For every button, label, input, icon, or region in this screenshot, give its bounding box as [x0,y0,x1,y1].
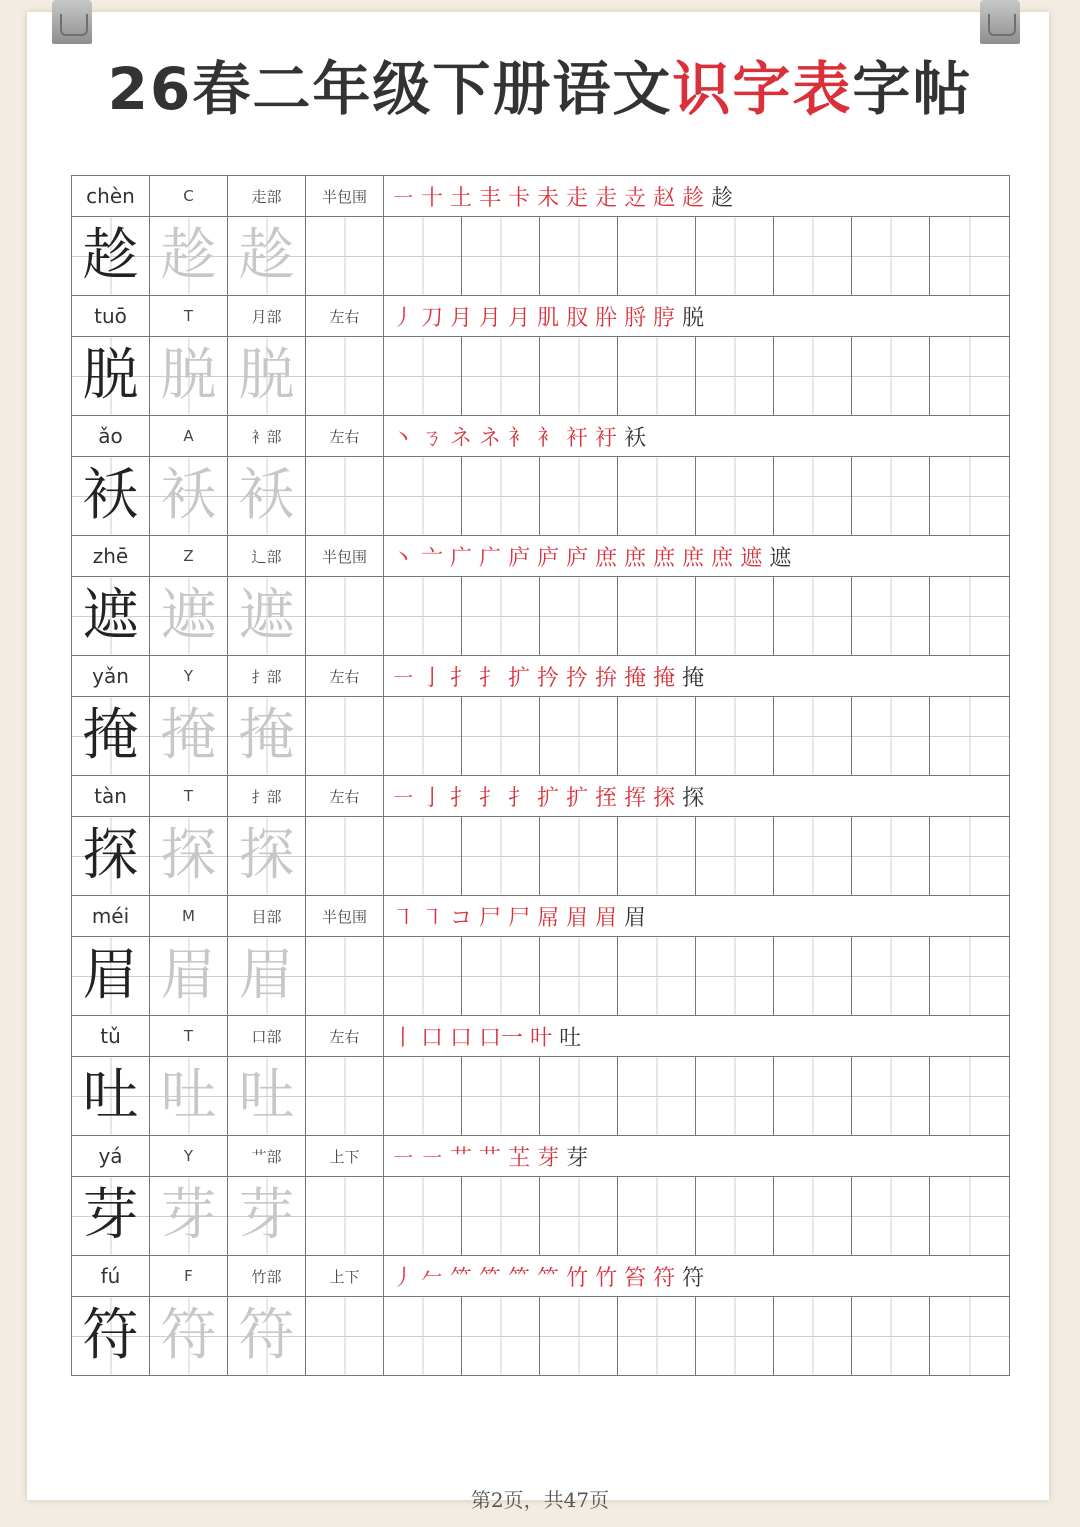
initial-letter-cell: Y [150,1136,228,1177]
practice-box[interactable] [306,1177,384,1256]
practice-box[interactable] [540,457,618,536]
binder-clip-left-icon [52,0,92,44]
stroke-step: ㇐ [392,1145,415,1171]
stroke-step: 衤 [508,425,531,451]
stroke-step: 庐 [566,545,589,571]
entry-info-row [72,896,1010,937]
practice-box[interactable] [462,337,540,416]
stroke-step: 月 [508,305,531,331]
practice-box[interactable] [384,1297,462,1376]
trace-character: 趁 [150,217,228,296]
stroke-step: ⺮ [479,1265,502,1291]
writing-row [72,937,1010,1016]
initial-letter-cell: F [150,1256,228,1297]
practice-box[interactable] [696,697,774,776]
title-highlight: 识字表 [672,55,853,123]
trace-character: 遮 [228,577,306,656]
structure-cell: 左右 [306,296,384,337]
initial-letter-cell: Y [150,656,228,697]
practice-box[interactable] [774,697,852,776]
practice-box[interactable] [696,1297,774,1376]
initial-letter-cell: T [150,776,228,817]
stroke-step: 庶 [624,545,647,571]
practice-box[interactable] [774,577,852,656]
pinyin-cell: fú [72,1256,150,1297]
practice-box[interactable] [774,217,852,296]
stroke-step: ㇐ [421,1145,444,1171]
practice-box[interactable] [618,577,696,656]
stroke-order-cell [384,416,1010,457]
entry-info-row [72,1256,1010,1297]
stroke-step: 掩 [653,665,676,691]
radical-cell: 艹部 [228,1136,306,1177]
practice-box[interactable] [540,817,618,896]
stroke-step: 𠂉 [421,1265,444,1291]
pinyin-cell: ǎo [72,416,150,457]
practice-box[interactable] [852,337,930,416]
practice-box[interactable] [384,1177,462,1256]
trace-character: 掩 [228,697,306,776]
practice-box[interactable] [930,217,1010,296]
pinyin-cell: chèn [72,176,150,217]
stroke-step: ネ [450,425,473,451]
practice-box[interactable] [306,817,384,896]
stroke-step: ㇐ [392,665,415,691]
stroke-step: 土 [450,185,473,211]
practice-box[interactable] [930,937,1010,1016]
practice-box[interactable] [696,817,774,896]
stroke-step: 芽 [537,1145,560,1171]
stroke-order-cell [384,536,1010,577]
structure-cell: 左右 [306,416,384,457]
trace-character: 袄 [150,457,228,536]
practice-box[interactable] [930,577,1010,656]
practice-box[interactable] [306,457,384,536]
practice-box[interactable] [852,937,930,1016]
writing-row [72,1297,1010,1376]
stroke-step: 肌 [537,305,560,331]
practice-box[interactable] [852,817,930,896]
stroke-step: 庐 [537,545,560,571]
practice-box[interactable] [306,577,384,656]
stroke-step: 艹 [479,1145,502,1171]
stroke-step: 扩 [566,785,589,811]
practice-box[interactable] [774,1297,852,1376]
practice-box[interactable] [306,217,384,296]
stroke-step: 丨 [392,1025,415,1051]
stroke-step: 芏 [508,1145,531,1171]
practice-box[interactable] [696,937,774,1016]
entry-info-row [72,776,1010,817]
initial-letter-cell: A [150,416,228,457]
stroke-step: 扌 [479,665,502,691]
practice-box[interactable] [930,457,1010,536]
practice-box[interactable] [774,1057,852,1136]
stroke-step: 扌 [508,785,531,811]
stroke-step: ⺮ [537,1265,560,1291]
stroke-step: 庐 [508,545,531,571]
writing-row [72,1057,1010,1136]
practice-box[interactable] [306,337,384,416]
stroke-step: 庶 [653,545,676,571]
model-character: 趁 [72,217,150,296]
stroke-step: 刀 [421,305,444,331]
stroke-step: 尸 [508,905,531,931]
stroke-step: 遮 [740,545,763,571]
radical-cell: 扌部 [228,656,306,697]
trace-character: 眉 [150,937,228,1016]
initial-letter-cell: T [150,296,228,337]
stroke-step: ㇐ [392,185,415,211]
practice-box[interactable] [384,817,462,896]
practice-box[interactable] [774,937,852,1016]
stroke-step: ⺮ [508,1265,531,1291]
model-character: 脱 [72,337,150,416]
stroke-step: 脝 [653,305,676,331]
radical-cell: 衤部 [228,416,306,457]
practice-box[interactable] [540,937,618,1016]
stroke-step: 袄 [624,425,647,451]
practice-box[interactable] [384,577,462,656]
practice-box[interactable] [696,1177,774,1256]
stroke-step: 探 [653,785,676,811]
stroke-step: 赵 [653,185,676,211]
practice-box[interactable] [462,1297,540,1376]
stroke-step: 掩 [624,665,647,691]
model-character: 袄 [72,457,150,536]
model-character: 掩 [72,697,150,776]
structure-cell: 左右 [306,1016,384,1057]
practice-box[interactable] [306,1297,384,1376]
practice-box[interactable] [540,577,618,656]
practice-box[interactable] [462,817,540,896]
practice-box[interactable] [930,337,1010,416]
stroke-step: 符 [653,1265,676,1291]
writing-row [72,1177,1010,1256]
radical-cell: 口部 [228,1016,306,1057]
trace-character: 遮 [150,577,228,656]
pinyin-cell: méi [72,896,150,937]
stroke-order-cell [384,1256,1010,1297]
practice-box[interactable] [618,217,696,296]
stroke-step: 扩 [508,665,531,691]
entry-info-row [72,416,1010,457]
stroke-step: 尸 [479,905,502,931]
practice-box[interactable] [618,697,696,776]
stroke-step: 庶 [682,545,705,571]
stroke-step: 竹 [595,1265,618,1291]
stroke-step: 扌 [479,785,502,811]
stroke-step: 丶 [392,425,415,451]
practice-box[interactable] [696,457,774,536]
stroke-step: ㇐ [392,785,415,811]
practice-box[interactable] [540,1297,618,1376]
title-part2: 字帖 [852,55,973,123]
practice-box[interactable] [384,697,462,776]
entry-info-row [72,1136,1010,1177]
stroke-step: 亅 [421,785,444,811]
practice-box[interactable] [930,697,1010,776]
initial-letter-cell: C [150,176,228,217]
stroke-step: 探 [682,785,705,811]
stroke-step: 丿 [392,1265,415,1291]
practice-box[interactable] [618,337,696,416]
stroke-order-cell [384,1136,1010,1177]
writing-row [72,337,1010,416]
trace-character: 脱 [150,337,228,416]
practice-box[interactable] [618,817,696,896]
stroke-step: 卡 [508,185,531,211]
practice-box[interactable] [462,457,540,536]
stroke-step: 走 [595,185,618,211]
pinyin-cell: tàn [72,776,150,817]
stroke-step: 笞 [624,1265,647,1291]
radical-cell: 辶部 [228,536,306,577]
trace-character: 符 [228,1297,306,1376]
model-character: 符 [72,1297,150,1376]
practice-box[interactable] [618,457,696,536]
practice-box[interactable] [852,577,930,656]
practice-box[interactable] [306,697,384,776]
practice-box[interactable] [384,337,462,416]
entry-info-row [72,296,1010,337]
trace-character: 芽 [228,1177,306,1256]
practice-box[interactable] [774,1177,852,1256]
practice-box[interactable] [852,1297,930,1376]
practice-box[interactable] [696,1057,774,1136]
practice-box[interactable] [306,937,384,1016]
model-character: 芽 [72,1177,150,1256]
trace-character: 脱 [228,337,306,416]
stroke-order-cell [384,296,1010,337]
stroke-step: 未 [537,185,560,211]
page-footer: 第2页，共47页 [470,1488,610,1512]
stroke-step: 扌 [450,785,473,811]
stroke-step: 竹 [566,1265,589,1291]
pinyin-cell: yá [72,1136,150,1177]
stroke-step: 芽 [566,1145,589,1171]
page-title [0,42,1080,126]
practice-box[interactable] [540,337,618,416]
stroke-order-cell [384,1016,1010,1057]
pinyin-cell: tǔ [72,1016,150,1057]
stroke-step: 吐 [559,1025,582,1051]
stroke-step: 丶 [392,545,415,571]
trace-character: 符 [150,1297,228,1376]
practice-box[interactable] [618,1057,696,1136]
practice-box[interactable] [852,1057,930,1136]
practice-box[interactable] [462,937,540,1016]
practice-box[interactable] [618,937,696,1016]
model-character: 吐 [72,1057,150,1136]
stroke-step: 走 [566,185,589,211]
stroke-step: 眉 [624,905,647,931]
structure-cell: 半包围 [306,176,384,217]
trace-character: 探 [228,817,306,896]
stroke-step: 脱 [682,305,705,331]
structure-cell: 上下 [306,1136,384,1177]
stroke-step: 口一 [479,1025,524,1051]
practice-grid [71,175,1010,1376]
writing-row [72,577,1010,656]
practice-box[interactable] [774,337,852,416]
entry-info-row [72,1016,1010,1057]
practice-box[interactable] [462,1057,540,1136]
practice-box[interactable] [462,697,540,776]
stroke-order-cell [384,176,1010,217]
trace-character: 袄 [228,457,306,536]
stroke-step: 拚 [595,665,618,691]
practice-box[interactable] [774,457,852,536]
trace-character: 探 [150,817,228,896]
radical-cell: 目部 [228,896,306,937]
stroke-step: 扲 [566,665,589,691]
model-character: 探 [72,817,150,896]
stroke-step: 眉 [595,905,618,931]
stroke-order-cell [384,896,1010,937]
practice-box[interactable] [930,1177,1010,1256]
stroke-step: ㄋ [421,425,444,451]
trace-character: 趁 [228,217,306,296]
stroke-step: コ [450,905,473,931]
practice-box[interactable] [540,1057,618,1136]
practice-box[interactable] [384,1057,462,1136]
practice-box[interactable] [540,217,618,296]
pinyin-cell: yǎn [72,656,150,697]
initial-letter-cell: M [150,896,228,937]
stroke-step: 掩 [682,665,705,691]
stroke-order-cell [384,776,1010,817]
binder-clip-right-icon [980,0,1020,44]
stroke-step: ネ [479,425,502,451]
stroke-step: 月 [479,305,502,331]
title-part1: 26春二年级下册语文 [107,55,673,123]
writing-row [72,217,1010,296]
stroke-step: ㇕ [392,905,415,931]
pinyin-cell: tuō [72,296,150,337]
stroke-step: 扲 [537,665,560,691]
writing-row [72,457,1010,536]
stroke-step: 赱 [624,185,647,211]
stroke-step: 口 [421,1025,444,1051]
stroke-step: 符 [682,1265,705,1291]
stroke-step: 丿 [392,305,415,331]
stroke-step: 挥 [624,785,647,811]
stroke-step: 广 [450,545,473,571]
practice-box[interactable] [306,1057,384,1136]
practice-box[interactable] [384,937,462,1016]
stroke-step: 庶 [595,545,618,571]
stroke-step: 叶 [530,1025,553,1051]
entry-info-row [72,536,1010,577]
stroke-step: 遮 [769,545,792,571]
practice-box[interactable] [930,1297,1010,1376]
stroke-step: 脟 [624,305,647,331]
initial-letter-cell: Z [150,536,228,577]
trace-character: 眉 [228,937,306,1016]
structure-cell: 半包围 [306,536,384,577]
stroke-order-cell [384,656,1010,697]
radical-cell: 月部 [228,296,306,337]
stroke-step: 口 [450,1025,473,1051]
stroke-step: 衦 [566,425,589,451]
practice-box[interactable] [930,817,1010,896]
stroke-step: 亠 [421,545,444,571]
structure-cell: 左右 [306,776,384,817]
practice-box[interactable] [852,1177,930,1256]
practice-box[interactable] [540,697,618,776]
model-character: 遮 [72,577,150,656]
writing-row [72,817,1010,896]
trace-character: 吐 [228,1057,306,1136]
stroke-step: 屌 [537,905,560,931]
practice-box[interactable] [618,1177,696,1256]
trace-character: 吐 [150,1057,228,1136]
stroke-step: 艹 [450,1145,473,1171]
radical-cell: 走部 [228,176,306,217]
stroke-step: 眉 [566,905,589,931]
stroke-step: 肞 [566,305,589,331]
practice-box[interactable] [462,217,540,296]
stroke-step: 趁 [682,185,705,211]
practice-box[interactable] [696,577,774,656]
stroke-step: 衤 [537,425,560,451]
stroke-step: 亅 [421,665,444,691]
practice-box[interactable] [462,577,540,656]
stroke-step: 肸 [595,305,618,331]
stroke-step: 扩 [537,785,560,811]
trace-character: 掩 [150,697,228,776]
stroke-step: 挃 [595,785,618,811]
stroke-step: 庶 [711,545,734,571]
practice-box[interactable] [540,1177,618,1256]
writing-row [72,697,1010,776]
stroke-step: 广 [479,545,502,571]
trace-character: 芽 [150,1177,228,1256]
practice-box[interactable] [852,457,930,536]
radical-cell: 扌部 [228,776,306,817]
practice-box[interactable] [384,217,462,296]
practice-box[interactable] [696,217,774,296]
practice-box[interactable] [852,217,930,296]
practice-box[interactable] [696,337,774,416]
structure-cell: 上下 [306,1256,384,1297]
model-character: 眉 [72,937,150,1016]
pinyin-cell: zhē [72,536,150,577]
initial-letter-cell: T [150,1016,228,1057]
practice-box[interactable] [384,457,462,536]
stroke-step: 十 [421,185,444,211]
stroke-step: 扌 [450,665,473,691]
practice-box[interactable] [852,697,930,776]
structure-cell: 半包围 [306,896,384,937]
stroke-step: 丰 [479,185,502,211]
radical-cell: 竹部 [228,1256,306,1297]
practice-box[interactable] [930,1057,1010,1136]
stroke-step: ⺮ [450,1265,473,1291]
structure-cell: 左右 [306,656,384,697]
practice-box[interactable] [618,1297,696,1376]
entry-info-row [72,656,1010,697]
stroke-step: 衧 [595,425,618,451]
entry-info-row [72,176,1010,217]
practice-box[interactable] [462,1177,540,1256]
stroke-step: 月 [450,305,473,331]
practice-box[interactable] [774,817,852,896]
stroke-step: ㇕ [421,905,444,931]
stroke-step: 趁 [711,185,734,211]
